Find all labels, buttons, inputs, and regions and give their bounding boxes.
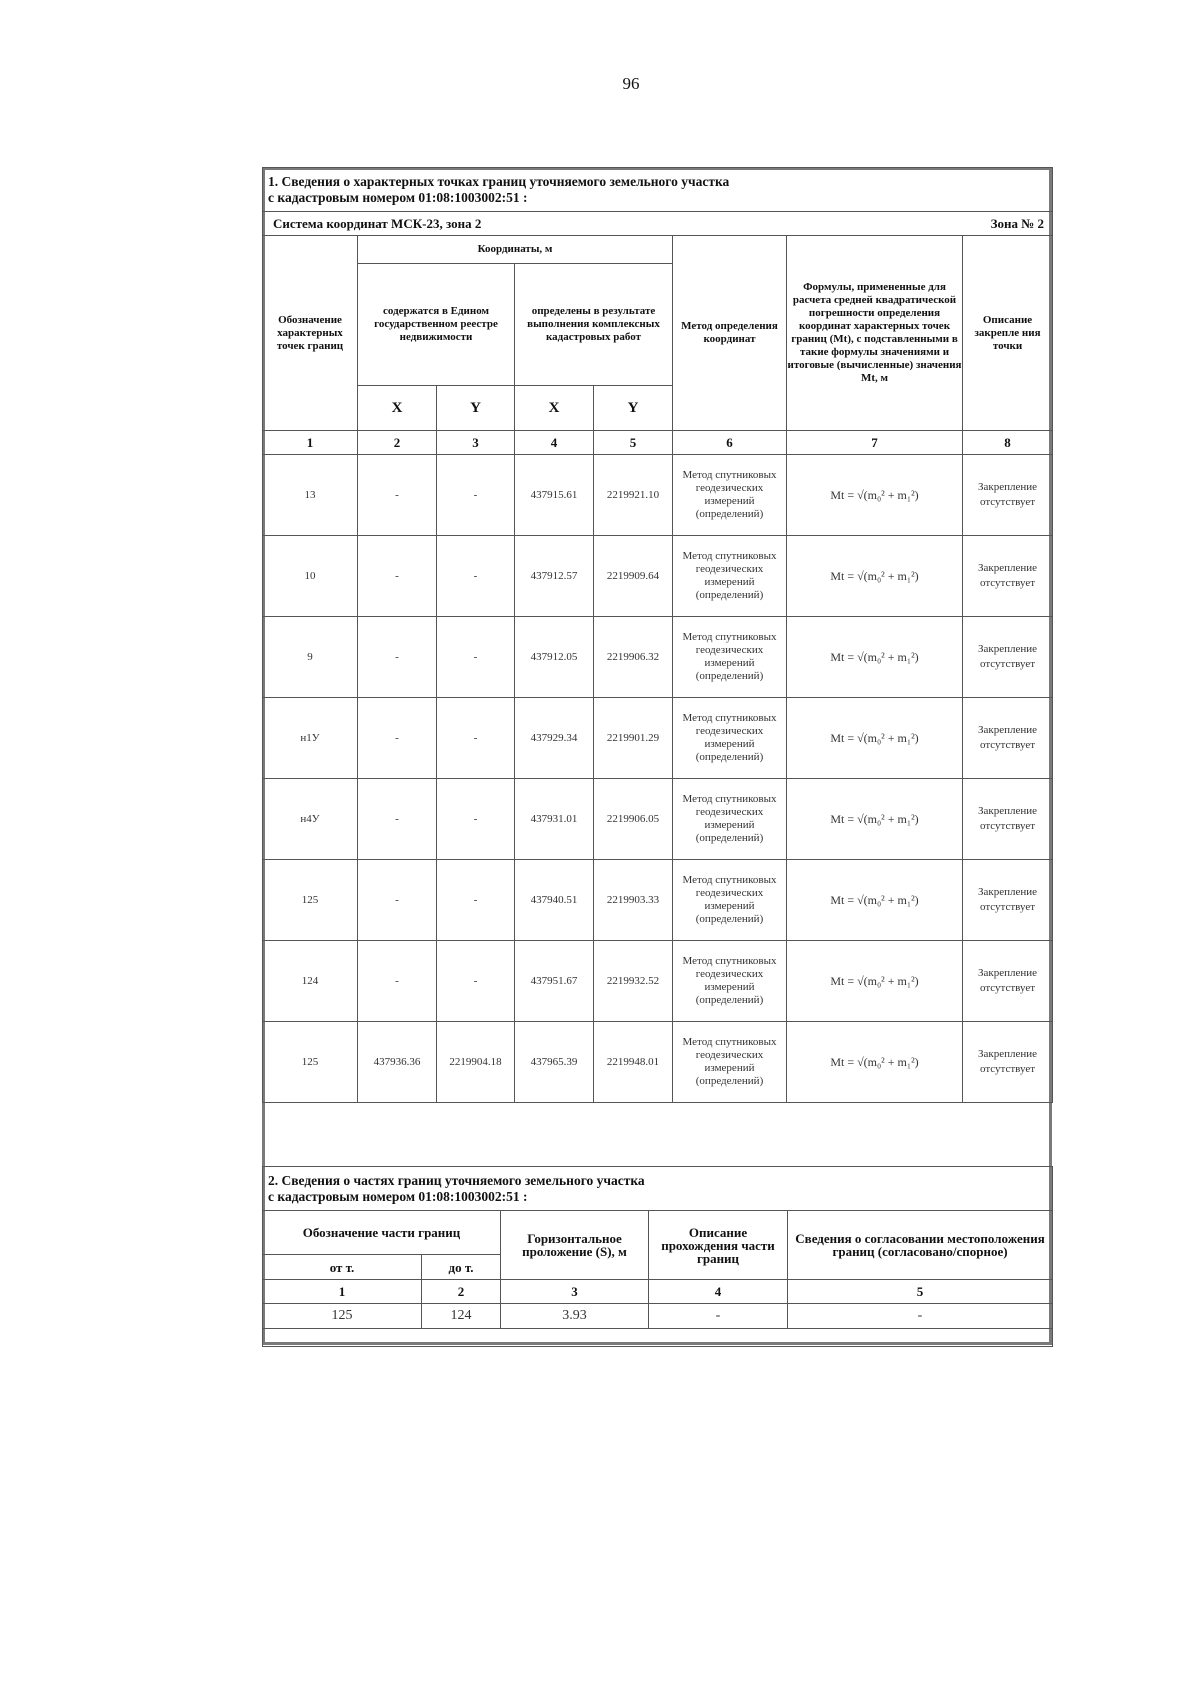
coordinate-y: 2219906.05	[594, 779, 673, 860]
mt-formula: Mt = √(m₀² + m₁²)	[787, 779, 963, 860]
column-number: 7	[787, 431, 963, 455]
coordinate-x: 437912.05	[515, 617, 594, 698]
registry-y: -	[437, 779, 515, 860]
registry-y: -	[437, 455, 515, 536]
method-text: Метод спутниковых геодезических измерений (определений)	[673, 698, 787, 779]
mt-formula: Mt = √(m₀² + m₁²)	[787, 860, 963, 941]
fixing-description: Закрепление отсутствует	[963, 941, 1053, 1022]
passage-description: -	[649, 1304, 788, 1329]
coordinate-x: 437915.61	[515, 455, 594, 536]
registry-x: -	[358, 536, 437, 617]
section1-title: 1. Сведения о характерных точках границ уточняемого земельного участка с кадастровым номером 01:08:1003002:51 :	[263, 168, 1053, 212]
header-agreement: Сведения о согласовании местоположения границ (согласовано/спорное)	[788, 1211, 1053, 1280]
column-number: 3	[437, 431, 515, 455]
fixing-description: Закрепление отсутствует	[963, 1022, 1053, 1103]
point-designation: 10	[263, 536, 358, 617]
registry-x: -	[358, 698, 437, 779]
coordinate-y: 2219901.29	[594, 698, 673, 779]
column-number: 6	[673, 431, 787, 455]
header-to: до т.	[422, 1255, 501, 1280]
empty-cell	[263, 1329, 1053, 1347]
header-reg-y: Y	[437, 386, 515, 431]
table-row	[263, 1304, 1053, 1329]
column-number: 1	[263, 1280, 422, 1304]
registry-x: -	[358, 455, 437, 536]
column-number: 4	[649, 1280, 788, 1304]
boundary-points-table	[262, 167, 1053, 1103]
section2-title: 2. Сведения о частях границ уточняемого земельного участка с кадастровым номером 01:08:1003002:51 :	[263, 1167, 1053, 1211]
registry-y: 2219904.18	[437, 1022, 515, 1103]
header-designation: Обозначение характерных точек границ	[263, 236, 358, 431]
fixing-description: Закрепление отсутствует	[963, 779, 1053, 860]
table-row	[263, 698, 1053, 779]
header-formulas: Формулы, примененные для расчета средней квадратической погрешности определения координат характерных точек границ (Mt), с подставленными в такие формулы значениями и итоговые (вычисленные) значения Mt, м	[787, 236, 963, 431]
coordinate-system: Система координат МСК-23, зона 2	[263, 212, 787, 236]
column-number: 5	[788, 1280, 1053, 1304]
mt-formula: Mt = √(m₀² + m₁²)	[787, 941, 963, 1022]
to-point: 124	[422, 1304, 501, 1329]
registry-x: -	[358, 941, 437, 1022]
header-fixing: Описание закрепле ния точки	[963, 236, 1053, 431]
header-reg-x: X	[358, 386, 437, 431]
point-designation: н4У	[263, 779, 358, 860]
column-number: 4	[515, 431, 594, 455]
point-designation: 124	[263, 941, 358, 1022]
point-designation: 125	[263, 1022, 358, 1103]
header-in-registry: содержатся в Едином государственном реестре недвижимости	[358, 264, 515, 386]
mt-formula: Mt = √(m₀² + m₁²)	[787, 1022, 963, 1103]
zone-label: Зона № 2	[787, 212, 1053, 236]
table-row	[263, 860, 1053, 941]
coordinate-y: 2219921.10	[594, 455, 673, 536]
page-number: 96	[622, 74, 640, 93]
point-designation: н1У	[263, 698, 358, 779]
empty-row	[263, 1329, 1053, 1347]
registry-y: -	[437, 941, 515, 1022]
registry-y: -	[437, 860, 515, 941]
column-numbers-row	[263, 1280, 1053, 1304]
coordinate-y: 2219909.64	[594, 536, 673, 617]
coordinate-y: 2219903.33	[594, 860, 673, 941]
header-length: Горизонтальное проложение (S), м	[501, 1211, 649, 1280]
table-row	[263, 536, 1053, 617]
fixing-description: Закрепление отсутствует	[963, 536, 1053, 617]
column-number: 2	[422, 1280, 501, 1304]
registry-x: -	[358, 860, 437, 941]
header-from: от т.	[263, 1255, 422, 1280]
column-number: 8	[963, 431, 1053, 455]
agreement-status: -	[788, 1304, 1053, 1329]
registry-x: -	[358, 779, 437, 860]
coordinate-x: 437940.51	[515, 860, 594, 941]
column-number: 1	[263, 431, 358, 455]
point-designation: 13	[263, 455, 358, 536]
column-number: 5	[594, 431, 673, 455]
coordinate-x: 437929.34	[515, 698, 594, 779]
method-text: Метод спутниковых геодезических измерений (определений)	[673, 617, 787, 698]
coordinate-y: 2219932.52	[594, 941, 673, 1022]
table-row	[263, 779, 1053, 860]
registry-y: -	[437, 698, 515, 779]
column-numbers-row	[263, 431, 1053, 455]
table-row	[263, 1022, 1053, 1103]
coordinate-x: 437931.01	[515, 779, 594, 860]
column-number: 3	[501, 1280, 649, 1304]
header-method: Метод определения координат	[673, 236, 787, 431]
header-passage: Описание прохождения части границ	[649, 1211, 788, 1280]
fixing-description: Закрепление отсутствует	[963, 617, 1053, 698]
from-point: 125	[263, 1304, 422, 1329]
header-det-y: Y	[594, 386, 673, 431]
registry-y: -	[437, 536, 515, 617]
mt-formula: Mt = √(m₀² + m₁²)	[787, 536, 963, 617]
horizontal-length: 3.93	[501, 1304, 649, 1329]
method-text: Метод спутниковых геодезических измерений (определений)	[673, 536, 787, 617]
column-number: 2	[358, 431, 437, 455]
method-text: Метод спутниковых геодезических измерений (определений)	[673, 941, 787, 1022]
header-part: Обозначение части границ	[263, 1211, 501, 1255]
boundary-parts-table	[262, 1166, 1053, 1347]
method-text: Метод спутниковых геодезических измерений (определений)	[673, 860, 787, 941]
registry-y: -	[437, 617, 515, 698]
table-row	[263, 455, 1053, 536]
coordinate-y: 2219906.32	[594, 617, 673, 698]
coordinate-x: 437912.57	[515, 536, 594, 617]
header-coordinates: Координаты, м	[358, 236, 673, 264]
coordinate-y: 2219948.01	[594, 1022, 673, 1103]
method-text: Метод спутниковых геодезических измерений (определений)	[673, 779, 787, 860]
method-text: Метод спутниковых геодезических измерений (определений)	[673, 455, 787, 536]
mt-formula: Mt = √(m₀² + m₁²)	[787, 617, 963, 698]
point-designation: 125	[263, 860, 358, 941]
fixing-description: Закрепление отсутствует	[963, 860, 1053, 941]
mt-formula: Mt = √(m₀² + m₁²)	[787, 455, 963, 536]
registry-x: -	[358, 617, 437, 698]
registry-x: 437936.36	[358, 1022, 437, 1103]
coordinate-x: 437965.39	[515, 1022, 594, 1103]
fixing-description: Закрепление отсутствует	[963, 698, 1053, 779]
method-text: Метод спутниковых геодезических измерений (определений)	[673, 1022, 787, 1103]
header-det-x: X	[515, 386, 594, 431]
mt-formula: Mt = √(m₀² + m₁²)	[787, 698, 963, 779]
table-row	[263, 941, 1053, 1022]
header-determined: определены в результате выполнения комплексных кадастровых работ	[515, 264, 673, 386]
coordinate-x: 437951.67	[515, 941, 594, 1022]
table-row	[263, 617, 1053, 698]
point-designation: 9	[263, 617, 358, 698]
fixing-description: Закрепление отсутствует	[963, 455, 1053, 536]
